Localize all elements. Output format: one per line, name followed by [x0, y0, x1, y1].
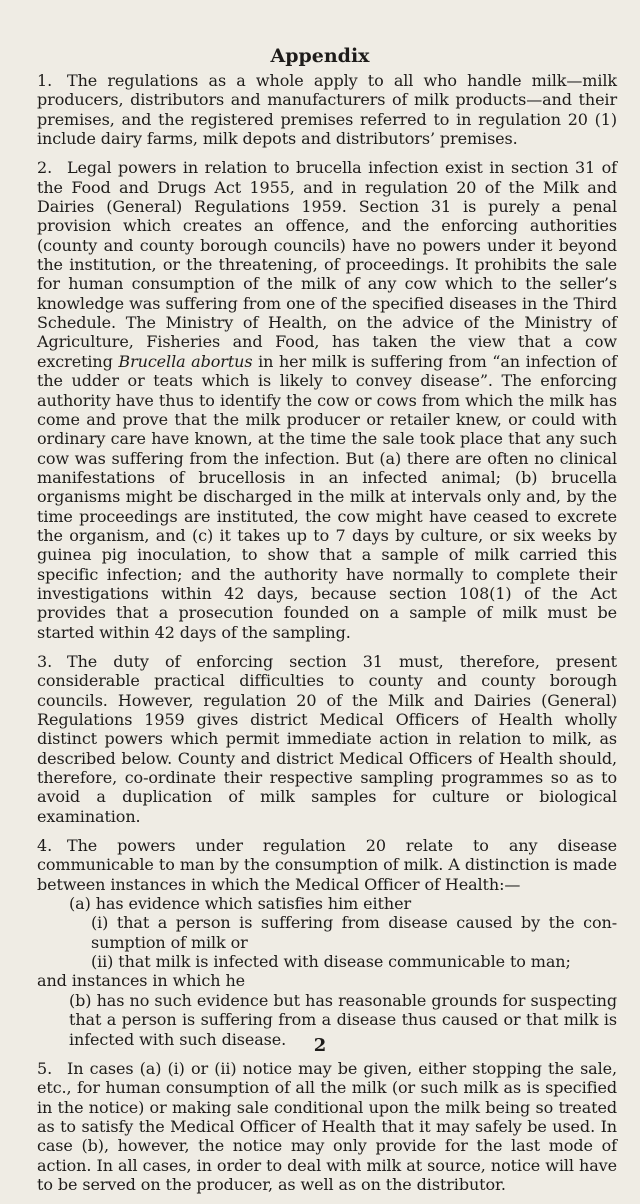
paragraph-number: 4.	[37, 836, 53, 856]
clause-continuation: and instances in which he	[37, 971, 246, 991]
paragraph-number: 2.	[37, 158, 53, 178]
italic-term: Brucella abortus	[118, 351, 253, 371]
paragraph-text: The duty of enforcing section 31 must, therefore, present considerable practical difficulties to county and county borough councils. However, regulation 20 of the Milk and Dairies (General) Regulations 1959 gives district Medical Officers of Health wholly distinct powers which permit immediate action in relation to milk, as described below. County and district Medical Officers of Health should, therefore, co-ordinate their respective sampling programmes so as to avoid a duplication of milk samples for culture or biological examination.	[37, 651, 617, 826]
clause-b: (b) has no such evidence but has reasonable grounds for suspecting that a person is suffering from a disease thus caused or that milk is infected with such disease.	[69, 990, 617, 1049]
page-number: 2	[313, 1035, 327, 1056]
paragraph-5	[37, 1059, 617, 1194]
paragraph-number: 3.	[37, 651, 53, 671]
paragraph-1	[37, 71, 617, 148]
clause-a-ii: (ii) that milk is infected with disease communicable to man;	[91, 952, 571, 972]
paragraph-3	[37, 652, 617, 826]
paragraph-text-continued: in her milk is suffering from “an infection of the udder or teats which is likely to convey disease”. The enforcing authority have thus to identify the cow or cows from which the milk has come and prove that the milk producer or retailer knew, or could with ordinary care have known, at the time the sale took place that any such cow was suffering from the infection. But (a) there are often no clinical manifestations of brucellosis in an infected animal; (b) brucella organisms might be discharged in the milk at intervals only and, by the time proceedings are instituted, the cow might have ceased to excrete the organism, and (c) it takes up to 7 days by culture, or six weeks by guinea pig inoculation, to show that a sample of milk carried this specific infection; and the authority have normally to complete their investigations within 42 days, because section 108(1) of the Act provides that a prosecution founded on a sample of milk must be started within 42 days of the sampling.	[37, 351, 617, 642]
paragraph-text: In cases (a) (i) or (ii) notice may be given, either stopping the sale, etc., for human consumption of all the milk (or such milk as is specified in the notice) or making sale conditional upon the milk being so treated as to satisfy the Medical Officer of Health that it may safely be used. In case (b), however, the notice may only provide for the last mode of action. In all cases, in order to deal with milk at source, notice will have to be served on the producer, as well as on the distributor.	[37, 1058, 617, 1194]
paragraph-text: Legal powers in relation to brucella infection exist in section 31 of the Food and Drugs Act 1955, and in regulation 20 of the Milk and Dairies (General) Regulations 1959. Section 31 is purely a penal provision which creates an offence, and the enforcing authorities (county and county borough councils) have no powers under it beyond the institution, or the threatening, of proceedings. It prohibits the sale for human consumption of the milk of any cow which to the seller’s knowledge was suffering from one of the specified diseases in the Third Schedule. The Ministry of Health, on the advice of the Ministry of Agriculture, Fisheries and Food, has taken the view that a cow excreting	[37, 158, 617, 371]
paragraph-4	[37, 836, 617, 1049]
paragraph-number: 1.	[37, 71, 53, 90]
page-title: Appendix	[270, 45, 370, 67]
paragraph-text: The powers under regulation 20 relate to any disease communicable to man by the consumption of milk. A distinction is made between instances in which the Medical Officer of Health:—	[37, 836, 617, 894]
clause-a: (a) has evidence which satisfies him either	[69, 894, 412, 914]
clause-a-i: (i) that a person is suffering from disease caused by the con-sumption of milk or	[91, 913, 617, 952]
paragraph-2	[37, 158, 617, 642]
paragraph-text: The regulations as a whole apply to all who handle milk—milk producers, distributors and manufacturers of milk products—and their premises, and the registered premises referred to in regulation 20 (1) include dairy farms, milk depots and distributors’ premises.	[37, 71, 617, 149]
paragraph-number: 5.	[37, 1058, 53, 1078]
paragraph-intro	[37, 836, 617, 894]
